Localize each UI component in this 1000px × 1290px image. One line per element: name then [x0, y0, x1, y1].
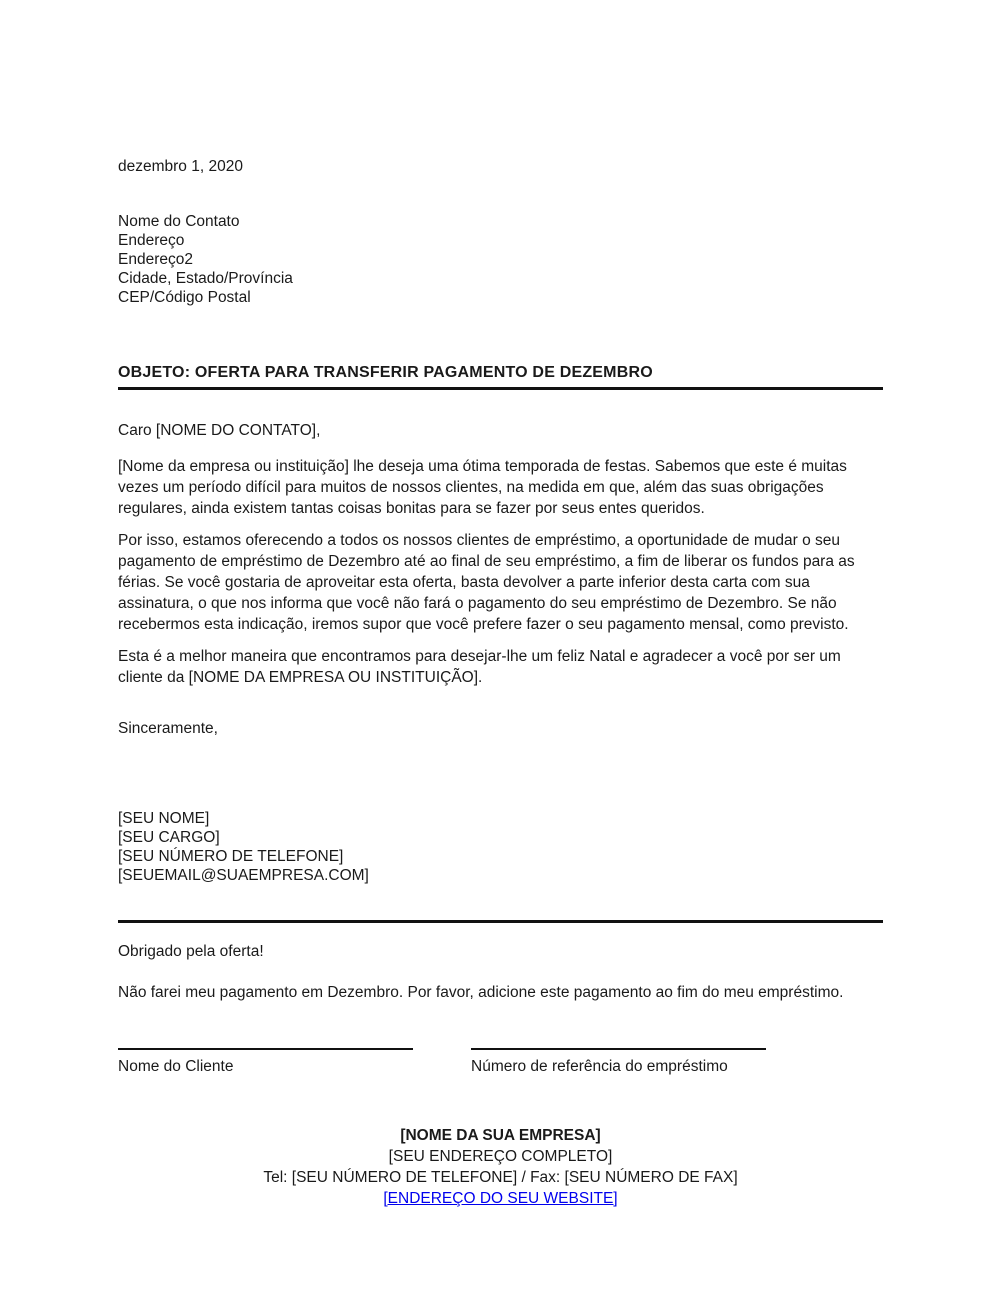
sender-signature-block: [118, 809, 883, 885]
recipient-address-block: [118, 212, 883, 307]
loan-reference-label: Número de referência do empréstimo: [471, 1058, 728, 1075]
body-paragraph-3: Esta é a melhor maneira que encontramos para desejar-lhe um feliz Natal e agradecer a você por ser um cliente da [NOME DA EMPRESA OU INSTITUIÇÃO].: [118, 648, 841, 686]
reply-signature-fields: [118, 1048, 883, 1077]
recipient-postal-code: CEP/Código Postal: [118, 289, 251, 306]
recipient-address-line2: Endereço2: [118, 251, 193, 268]
loan-reference-signature-line: [471, 1048, 766, 1050]
closing: Sinceramente,: [118, 720, 218, 737]
recipient-address-line1: Endereço: [118, 232, 185, 249]
loan-reference-field: [471, 1048, 766, 1077]
reply-acknowledgement: Obrigado pela oferta!: [118, 943, 264, 960]
recipient-name: Nome do Contato: [118, 213, 240, 230]
website-link[interactable]: [ENDEREÇO DO SEU WEBSITE]: [383, 1190, 618, 1207]
client-name-label: Nome do Cliente: [118, 1058, 234, 1075]
footer-company-address: [SEU ENDEREÇO COMPLETO]: [388, 1148, 613, 1165]
footer-website-row: [118, 1188, 883, 1209]
body-paragraph-1: [Nome da empresa ou instituição] lhe deseja uma ótima temporada de festas. Sabemos que este é muitas vezes um período difícil para muitos de nossos clientes, na medida em que, além das suas obrigações regulares, ainda existem tantas coisas bonitas para se fazer por seus entes queridos.: [118, 458, 847, 517]
tear-off-divider: [118, 920, 883, 923]
company-footer: [118, 1125, 883, 1209]
subject-heading: OBJETO: OFERTA PARA TRANSFERIR PAGAMENTO DE DEZEMBRO: [118, 362, 883, 390]
recipient-city-state: Cidade, Estado/Província: [118, 270, 293, 287]
footer-phone-fax: Tel: [SEU NÚMERO DE TELEFONE] / Fax: [SEU NÚMERO DE FAX]: [263, 1169, 738, 1186]
sender-title: [SEU CARGO]: [118, 829, 220, 846]
body-paragraph-2: Por isso, estamos oferecendo a todos os nossos clientes de empréstimo, a oportunidade de mudar o seu pagamento de empréstimo de Dezembro até ao final de seu empréstimo, a fim de liberar os fundos para as férias. Se você gostaria de aproveitar esta oferta, basta devolver a parte inferior desta carta com sua assinatura, o que nos informa que você não fará o pagamento do seu empréstimo de Dezembro. Se não recebermos esta indicação, iremos supor que você prefere fazer o seu pagamento mensal, como previsto.: [118, 532, 855, 633]
sender-name: [SEU NOME]: [118, 810, 210, 827]
salutation: Caro [NOME DO CONTATO],: [118, 422, 321, 439]
client-name-field: [118, 1048, 413, 1077]
sender-phone: [SEU NÚMERO DE TELEFONE]: [118, 848, 344, 865]
client-name-signature-line: [118, 1048, 413, 1050]
letter-date: dezembro 1, 2020: [118, 158, 243, 175]
footer-company-name: [NOME DA SUA EMPRESA]: [400, 1127, 601, 1144]
sender-email: [SEUEMAIL@SUAEMPRESA.COM]: [118, 867, 369, 884]
reply-statement: Não farei meu pagamento em Dezembro. Por favor, adicione este pagamento ao fim do meu empréstimo.: [118, 984, 844, 1001]
